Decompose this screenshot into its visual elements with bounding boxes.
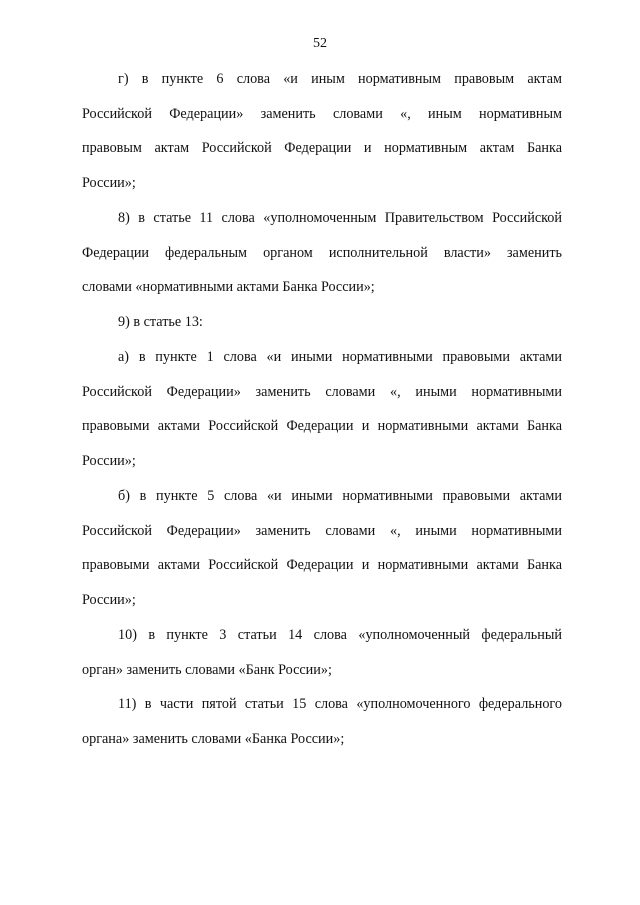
paragraph-line: б) в пункте 5 слова «и иными нормативными правовыми актами <box>118 488 562 504</box>
paragraph-line: 8) в статье 11 слова «уполномоченным Правительством Российской <box>118 210 562 226</box>
paragraph-g <box>82 62 562 200</box>
paragraph-line: России»; <box>82 591 136 608</box>
page-number: 52 <box>313 36 327 51</box>
paragraph-line: Российской Федерации» заменить словами «, иными нормативными <box>82 383 562 400</box>
paragraph-9 <box>82 305 562 340</box>
paragraph-line: г) в пункте 6 слова «и иным нормативным правовым актам <box>118 71 562 87</box>
paragraph-b <box>82 479 562 617</box>
paragraph-line: правовыми актами Российской Федерации и нормативными актами Банка <box>82 418 562 435</box>
paragraph-line: а) в пункте 1 слова «и иными нормативными правовыми актами <box>118 349 562 365</box>
paragraph-line: орган» заменить словами «Банк России»; <box>82 661 332 678</box>
paragraph-line: 9) в статье 13: <box>118 314 203 330</box>
paragraph-line: Федерации федеральным органом исполнительной власти» заменить <box>82 244 562 261</box>
paragraph-10 <box>82 618 562 687</box>
paragraph-line: правовым актам Российской Федерации и нормативным актам Банка <box>82 140 562 157</box>
paragraph-line: 11) в части пятой статьи 15 слова «уполномоченного федерального <box>118 696 562 712</box>
paragraph-a <box>82 340 562 478</box>
paragraph-line: правовыми актами Российской Федерации и нормативными актами Банка <box>82 557 562 574</box>
paragraph-line: 10) в пункте 3 статьи 14 слова «уполномоченный федеральный <box>118 627 562 643</box>
paragraph-11 <box>82 687 562 756</box>
paragraph-line: органа» заменить словами «Банка России»; <box>82 730 345 747</box>
paragraph-line: Российской Федерации» заменить словами «, иными нормативными <box>82 522 562 539</box>
paragraph-line: словами «нормативными актами Банка России»; <box>82 279 375 296</box>
paragraph-8 <box>82 201 562 305</box>
paragraph-line: России»; <box>82 174 136 191</box>
paragraph-line: Российской Федерации» заменить словами «, иным нормативным <box>82 105 562 122</box>
paragraph-line: России»; <box>82 452 136 469</box>
